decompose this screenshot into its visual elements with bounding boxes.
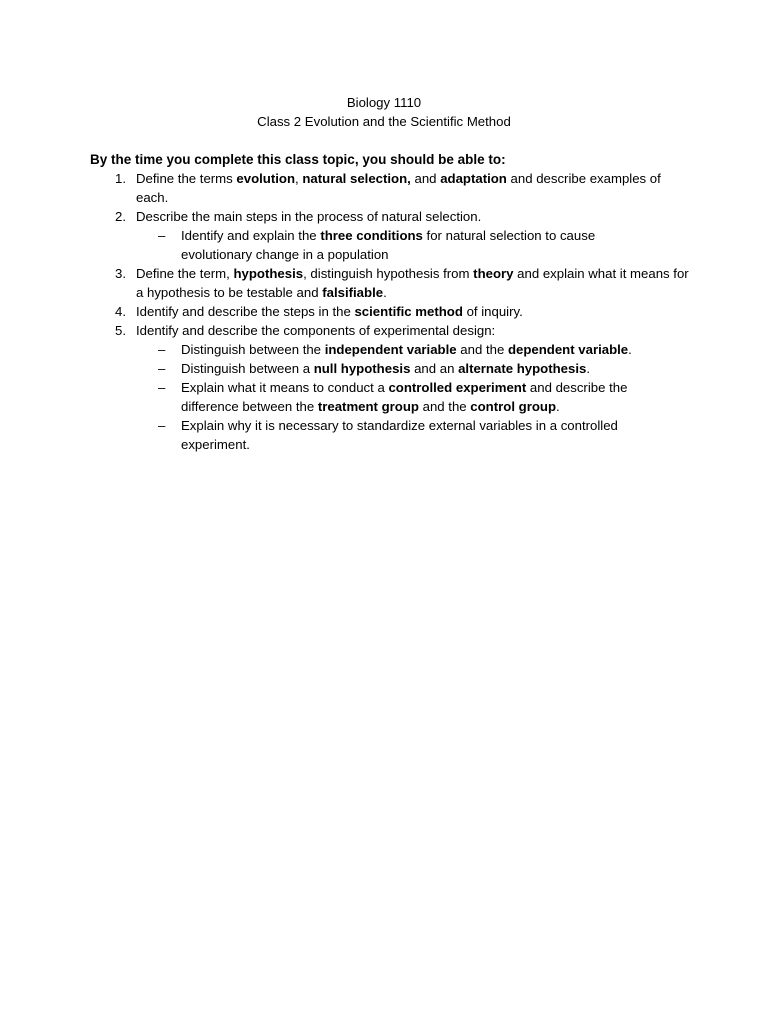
text-run: and an [410, 361, 459, 376]
item-number: 5. [115, 323, 126, 338]
text-run: for natural selection to cause evolutionary change in a population [181, 228, 596, 262]
text-run: Distinguish between the [181, 342, 325, 357]
bold-term: null hypothesis [313, 361, 411, 376]
course-title: Biology 1110 [346, 95, 422, 110]
class-title: Class 2 Evolution and the Scientific Method [257, 114, 511, 129]
bold-term: treatment group [317, 399, 419, 414]
bold-term: control group [470, 399, 557, 414]
bold-term: theory [473, 266, 514, 281]
item-number: 4. [115, 304, 126, 319]
item-text [136, 302, 692, 321]
bold-term: independent variable [324, 342, 457, 357]
text-run: Explain what it means to conduct a [181, 380, 389, 395]
item-number: 2. [115, 209, 126, 224]
text-run: and describe the difference between the [181, 380, 628, 414]
text-run: Identify and describe the components of experimental design: [136, 323, 496, 338]
subitem-text [181, 378, 658, 416]
text-run: Define the term, [136, 266, 234, 281]
item-number: 3. [115, 266, 126, 281]
objectives-intro: By the time you complete this class topic, you should be able to: [90, 152, 506, 167]
text-run: . [586, 361, 590, 376]
text-run: and explain what it means for a hypothesis to be testable and [136, 266, 689, 300]
subitem-text [181, 416, 658, 454]
item-text [136, 321, 692, 340]
bold-term: falsifiable [322, 285, 384, 300]
dash-bullet: – [158, 380, 166, 395]
subitem-text [181, 226, 658, 264]
bold-term: adaptation [440, 171, 507, 186]
bold-term: three conditions [320, 228, 423, 243]
bold-term: scientific method [354, 304, 463, 319]
dash-bullet: – [158, 418, 166, 433]
item-text [136, 264, 692, 302]
bold-term: hypothesis [233, 266, 304, 281]
subitem-text [181, 340, 658, 359]
item-text [136, 169, 692, 207]
dash-bullet: – [158, 228, 166, 243]
bold-term: natural selection, [302, 171, 411, 186]
subitem-text [181, 359, 658, 378]
text-run: , distinguish hypothesis from [303, 266, 474, 281]
text-run: and the [418, 399, 471, 414]
text-run: Distinguish between a [181, 361, 314, 376]
dash-bullet: – [158, 342, 166, 357]
text-run: . [383, 285, 387, 300]
bold-term: alternate hypothesis [458, 361, 587, 376]
text-run: Describe the main steps in the process of natural selection. [136, 209, 482, 224]
bold-term: controlled experiment [388, 380, 527, 395]
item-number: 1. [115, 171, 126, 186]
text-run: and the [456, 342, 508, 357]
item-text [136, 207, 692, 226]
text-run: . [628, 342, 632, 357]
document-header [0, 93, 768, 131]
dash-bullet: – [158, 361, 166, 376]
text-run: . [556, 399, 560, 414]
bold-term: evolution [236, 171, 296, 186]
text-run: of inquiry. [462, 304, 523, 319]
bold-term: dependent variable [507, 342, 629, 357]
text-run: Identify and describe the steps in the [136, 304, 355, 319]
text-run: Identify and explain the [181, 228, 321, 243]
text-run: and [410, 171, 441, 186]
text-run: , [295, 171, 303, 186]
text-run: Define the terms [136, 171, 237, 186]
text-run: and describe examples of each. [136, 171, 661, 205]
text-run: Explain why it is necessary to standardize external variables in a controlled experiment. [181, 418, 618, 452]
